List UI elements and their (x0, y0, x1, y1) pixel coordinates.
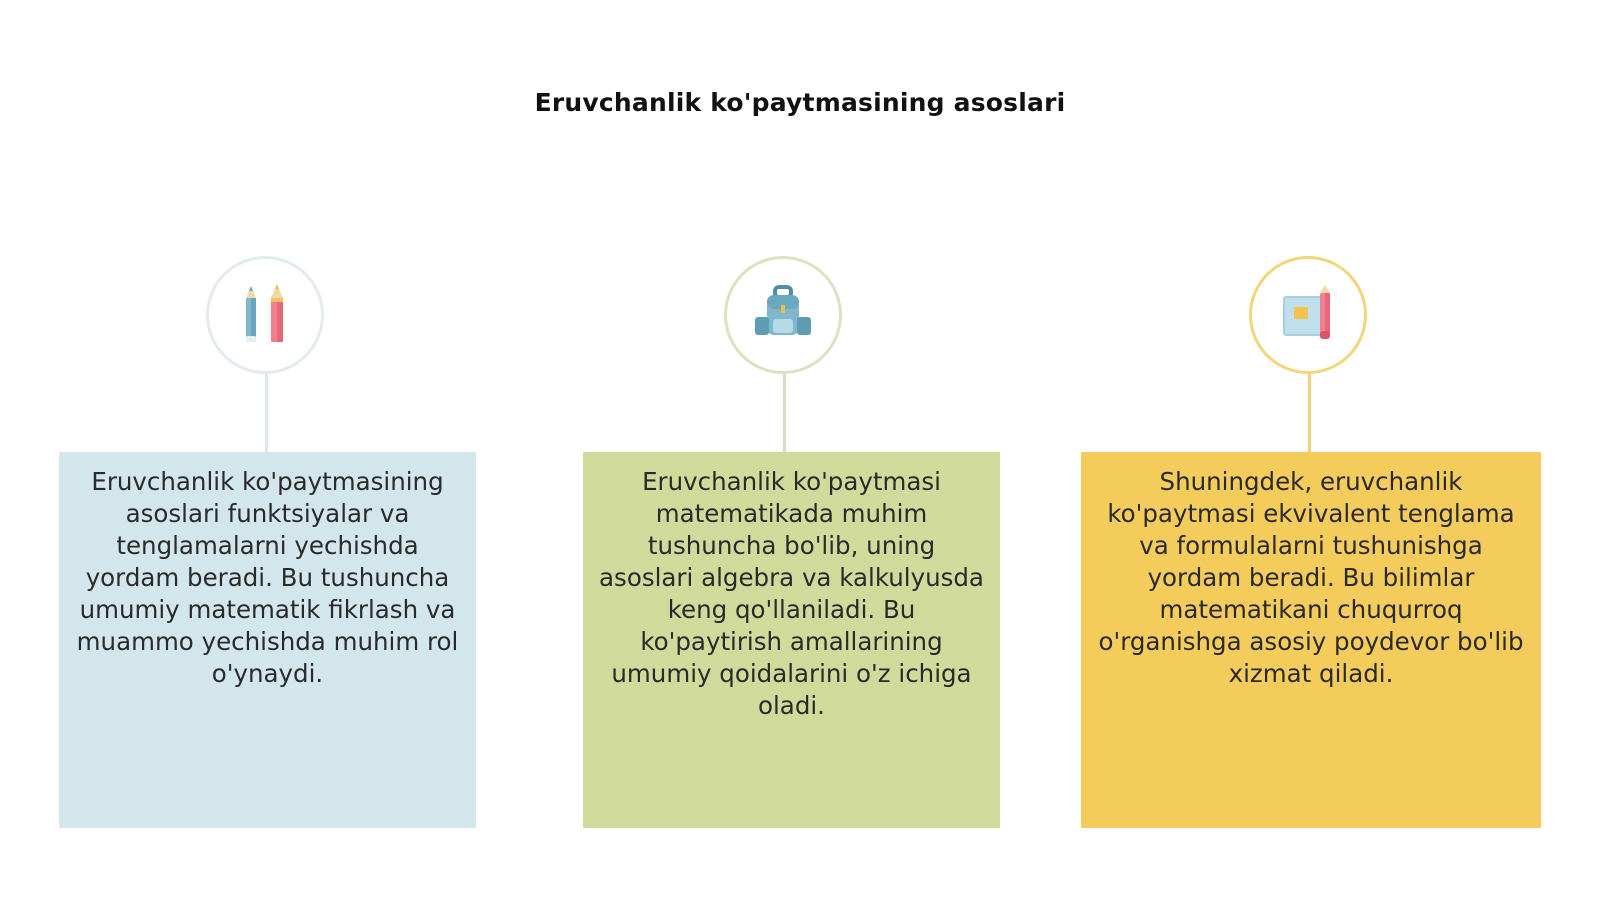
info-card-text: Eruvchanlik ko'paytmasining asoslari funktsiyalar va tenglamalarni yechishda yordam beradi. Bu tushuncha umumiy matematik fikrlash va muammo yechishda muhim rol o'ynaydi. (76, 467, 459, 688)
info-card-2 (583, 452, 1000, 828)
pencils-icon (235, 282, 295, 348)
icon-circle-1 (206, 256, 324, 374)
info-card-3 (1081, 452, 1541, 828)
connector-line-1 (265, 374, 268, 452)
icon-circle-2 (724, 256, 842, 374)
info-card-text: Shuningdek, eruvchanlik ko'paytmasi ekvivalent tenglama va formulalarni tushunishga yordam beradi. Bu bilimlar matematikani chuqurroq o'rganishga asosiy poydevor bo'lib xizmat qiladi. (1098, 467, 1524, 688)
icon-circle-3 (1249, 256, 1367, 374)
info-card-text: Eruvchanlik ko'paytmasi matematikada muhim tushuncha bo'lib, uning asoslari algebra va kalkulyusda keng qo'llaniladi. Bu ko'paytirish amallarining umumiy qoidalarini o'z ichiga oladi. (599, 467, 984, 720)
backpack-icon (751, 283, 815, 347)
slide-title: Eruvchanlik ko'paytmasining asoslari (534, 88, 1066, 117)
info-card-1 (59, 452, 476, 828)
connector-line-2 (783, 374, 786, 452)
connector-line-3 (1308, 374, 1311, 452)
notebook-pencil-icon (1276, 283, 1340, 347)
